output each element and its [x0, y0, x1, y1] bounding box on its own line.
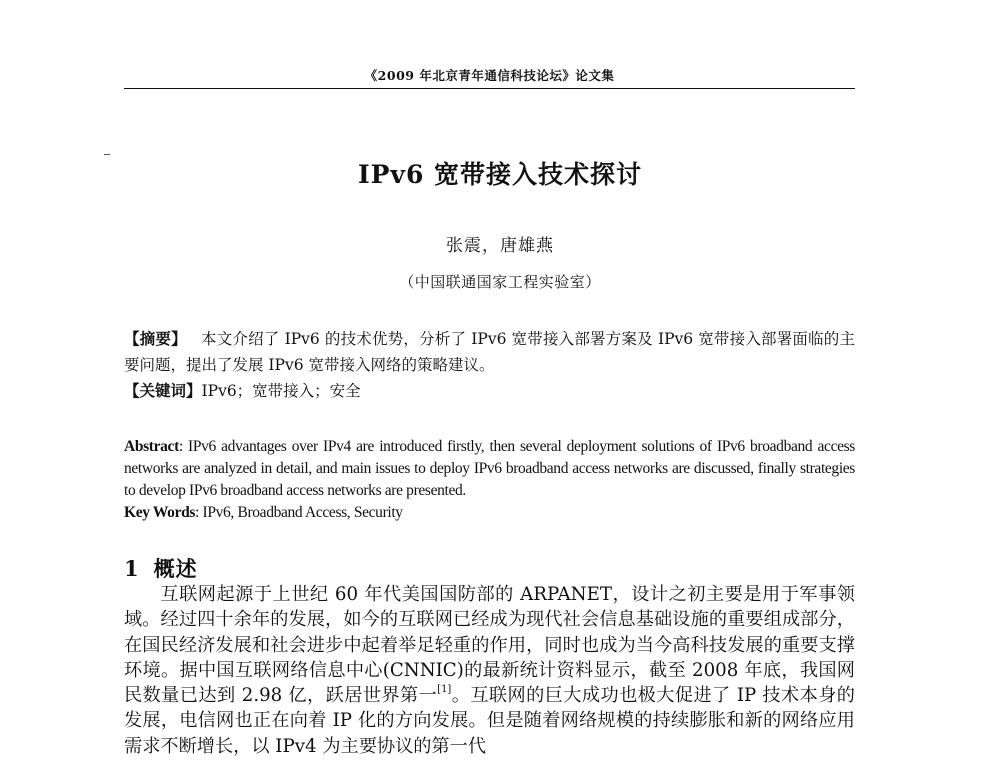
body-text-part-1: 互联网起源于上世纪 60 年代美国国防部的 ARPANET，设计之初主要是用于军事领域。经过四十余年的发展，如今的互联网已经成为现代社会信息基础设施的重要组成部分，在国民经济发展和社会进步中起着举足轻重的作用，同时也成为当今高科技发展的重要支撑环境。据中国互联网络信息中心(CNNIC)的最新统计资料显示，截至 2008 年底，我国网民数量已达到 2.98 亿，跃居世界第一: [124, 584, 855, 707]
body-text-part-2: 。互联网的巨大成功也极大促进了 IP 技术本身的发展，电信网也正在向着 IP 化的方向发展。但是随着网络规模的持续膨胀和新的网络应用需求不断增长，以 IPv4 为主要协议的第一代: [124, 685, 855, 757]
body-paragraph: [124, 582, 855, 759]
english-keywords-text: : IPv6, Broadband Access, Security: [195, 504, 403, 521]
authors: 张震，唐雄燕: [446, 236, 554, 256]
chinese-keywords-label: 【关键词】: [124, 381, 202, 400]
chinese-keywords-text: IPv6；宽带接入；安全: [201, 382, 361, 400]
paper-title: IPv6 宽带接入技术探讨: [357, 160, 643, 189]
chinese-abstract-text: 本文介绍了 IPv6 的技术优势，分析了 IPv6 宽带接入部署方案及 IPv6 宽带接入部署面临的主要问题，提出了发展 IPv6 宽带接入网络的策略建议。: [124, 330, 855, 374]
english-abstract-label: Abstract: [124, 438, 179, 455]
chinese-abstract-block: [124, 326, 855, 404]
chinese-abstract-label: 【摘要】: [124, 329, 187, 348]
chinese-abstract: [124, 326, 855, 378]
section-heading: [124, 553, 198, 583]
section-title: 概述: [153, 556, 198, 581]
affiliation: （中国联通国家工程实验室）: [399, 273, 601, 291]
running-head: 《2009 年北京青年通信科技论坛》论文集: [364, 68, 615, 83]
section-number: 1: [124, 556, 140, 581]
english-abstract-block: [124, 436, 855, 524]
citation-ref: [1]: [437, 684, 452, 696]
english-abstract-text: : IPv6 advantages over IPv4 are introduced firstly, then several deployment solutions of IPv6 broadband access networks are analyzed in detail, and main issues to deploy IPv6 broadband access networks are discussed, finally strategies to develop IPv6 broadband access networks are presented.: [124, 438, 855, 499]
header-rule: [124, 88, 855, 89]
english-abstract: [124, 436, 855, 502]
chinese-keywords: [124, 378, 855, 404]
english-keywords-label: Key Words: [124, 504, 196, 521]
english-keywords: [124, 502, 855, 524]
